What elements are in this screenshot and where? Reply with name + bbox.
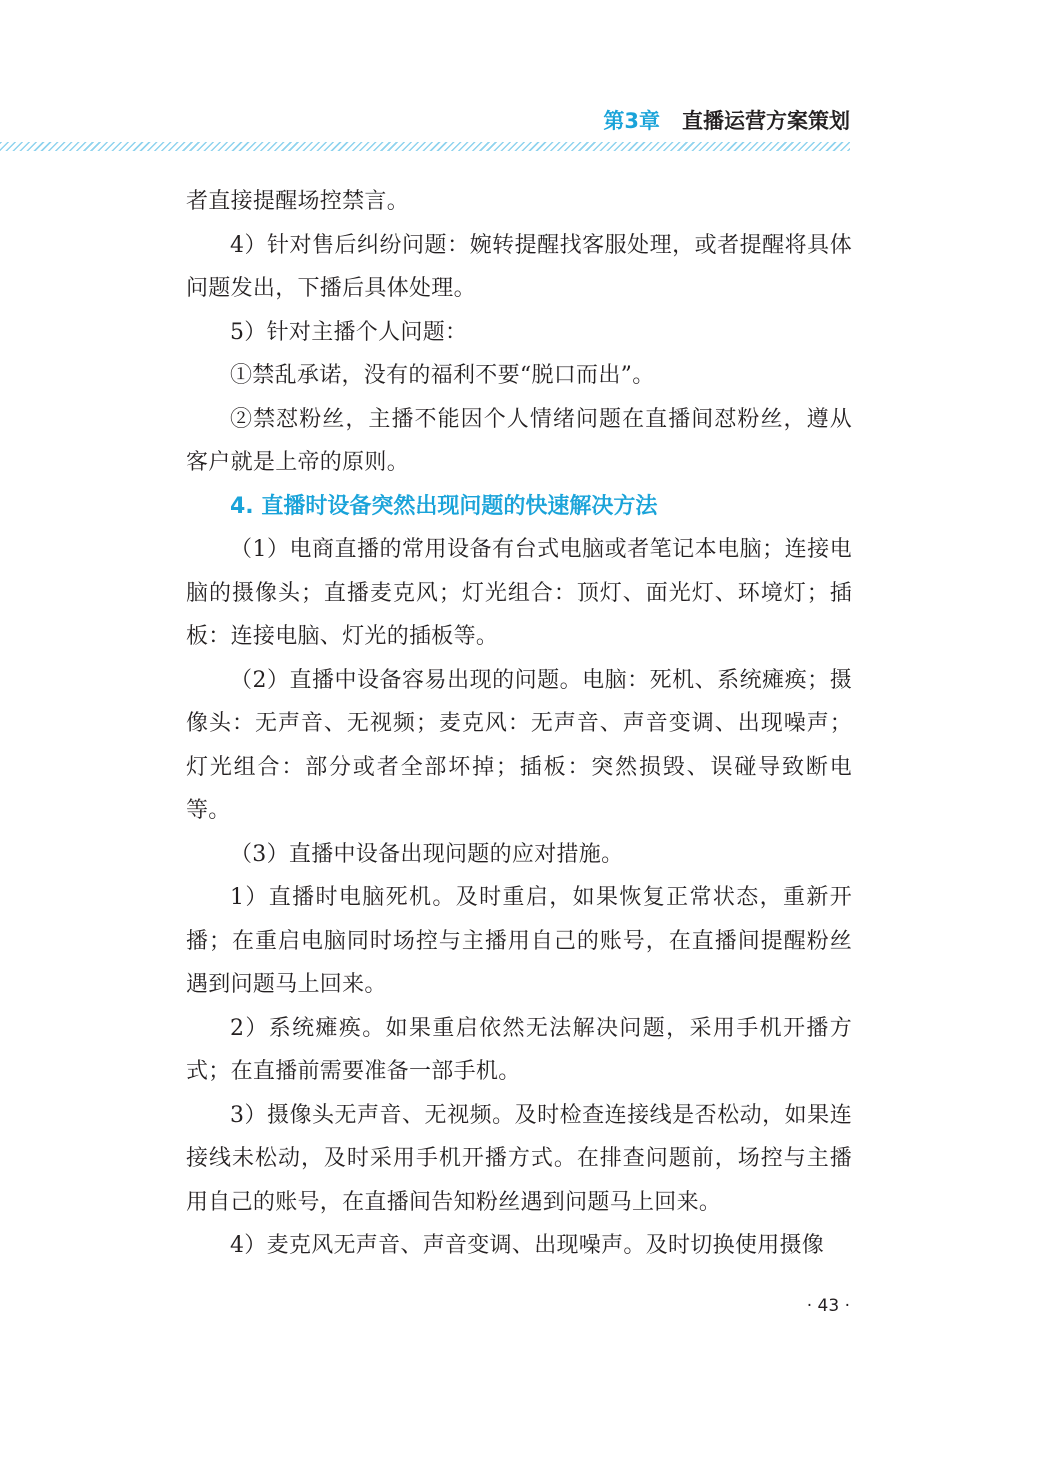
running-header	[186, 106, 850, 136]
paragraph: （1）电商直播的常用设备有台式电脑或者笔记本电脑；连接电脑的摄像头；直播麦克风；灯光组合：顶灯、面光灯、环境灯；插板：连接电脑、灯光的插板等。	[186, 537, 852, 649]
paragraph: 3）摄像头无声音、无视频。及时检查连接线是否松动，如果连接线未松动，及时采用手机开播方式。在排查问题前，场控与主播用自己的账号，在直播间告知粉丝遇到问题马上回来。	[186, 1102, 852, 1215]
paragraph: 者直接提醒场控禁言。	[186, 189, 410, 214]
page-number: · 43 ·	[806, 1296, 850, 1316]
section-heading: 4. 直播时设备突然出现问题的快速解决方法	[230, 493, 658, 519]
paragraph: （3）直播中设备出现问题的应对措施。	[230, 841, 624, 867]
paragraph: 2）系统瘫痪。如果重启依然无法解决问题，采用手机开播方式；在直播前需要准备一部手机。	[186, 1015, 852, 1084]
chapter-title: 直播运营方案策划	[682, 109, 850, 133]
paragraph: 1）直播时电脑死机。及时重启，如果恢复正常状态，重新开播；在重启电脑同时场控与主播用自己的账号，在直播间提醒粉丝遇到问题马上回来。	[186, 885, 852, 997]
paragraph: ②禁怼粉丝，主播不能因个人情绪问题在直播间怼粉丝，遵从客户就是上帝的原则。	[186, 406, 852, 475]
body-text	[186, 180, 852, 1268]
paragraph: 4）针对售后纠纷问题：婉转提醒找客服处理，或者提醒将具体问题发出，下播后具体处理。	[186, 232, 852, 301]
paragraph: （2）直播中设备容易出现的问题。电脑：死机、系统瘫痪；摄像头：无声音、无视频；麦克风：无声音、声音变调、出现噪声；灯光组合：部分或者全部坏掉；插板：突然损毁、误碰导致断电等。	[186, 667, 852, 823]
header-divider	[0, 142, 850, 151]
paragraph: 5）针对主播个人问题：	[230, 319, 468, 345]
paragraph: 4）麦克风无声音、声音变调、出现噪声。及时切换使用摄像	[230, 1233, 825, 1258]
paragraph: ①禁乱承诺，没有的福利不要“脱口而出”。	[230, 363, 655, 388]
chapter-label: 第3章	[603, 109, 660, 133]
